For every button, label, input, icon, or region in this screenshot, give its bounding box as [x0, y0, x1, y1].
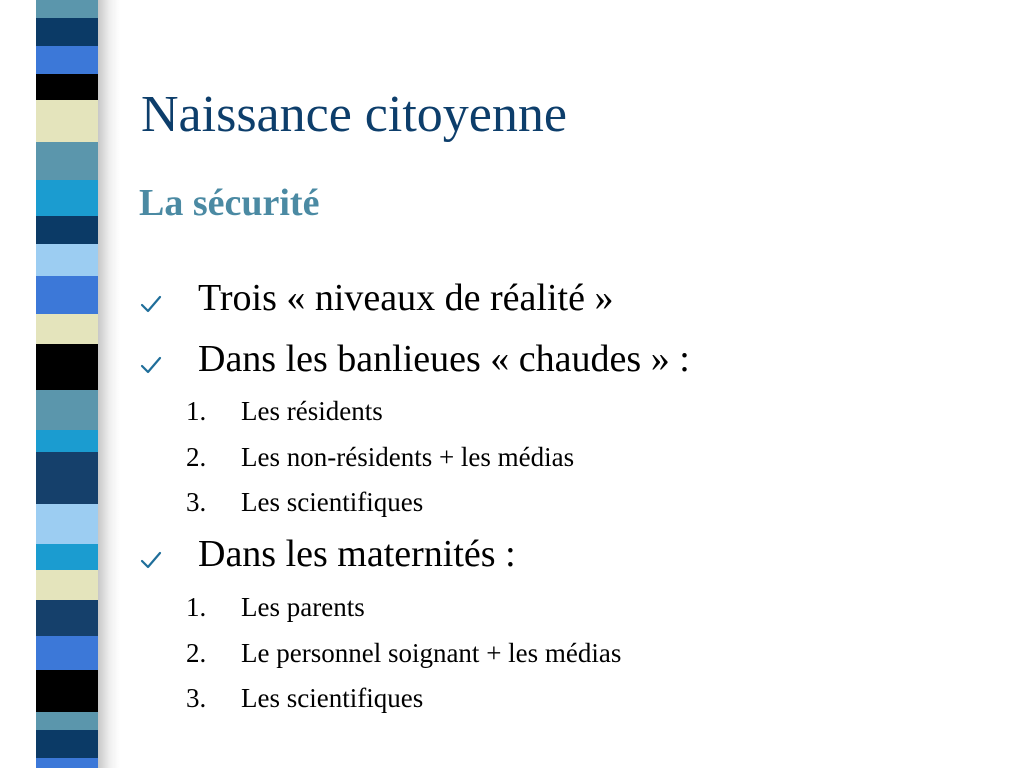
slide-title: Naissance citoyenne: [141, 86, 567, 143]
list-number: 1.: [186, 396, 207, 426]
list-item-text: Les parents: [241, 592, 365, 622]
list-number: 2.: [186, 638, 207, 668]
list-number: 3.: [186, 487, 207, 517]
list-number: 2.: [186, 442, 207, 472]
list-item-text: Les non-résidents + les médias: [241, 442, 575, 472]
checkmark-icon: [140, 355, 162, 377]
checkmark-icon: [140, 294, 162, 316]
list-number: 3.: [186, 683, 207, 713]
list-item-text: Les scientifiques: [241, 683, 424, 713]
list-number: 1.: [186, 592, 207, 622]
list-item-text: Les résidents: [241, 396, 383, 426]
bullet-text: Trois « niveaux de réalité »: [198, 277, 614, 319]
list-item-text: Le personnel soignant + les médias: [241, 638, 622, 668]
checkmark-icon: [140, 550, 162, 572]
list-item-text: Les scientifiques: [241, 487, 424, 517]
bullet-text: Dans les maternités :: [198, 533, 516, 575]
bullet-text: Dans les banlieues « chaudes » :: [198, 338, 690, 380]
slide-subtitle: La sécurité: [139, 182, 320, 224]
